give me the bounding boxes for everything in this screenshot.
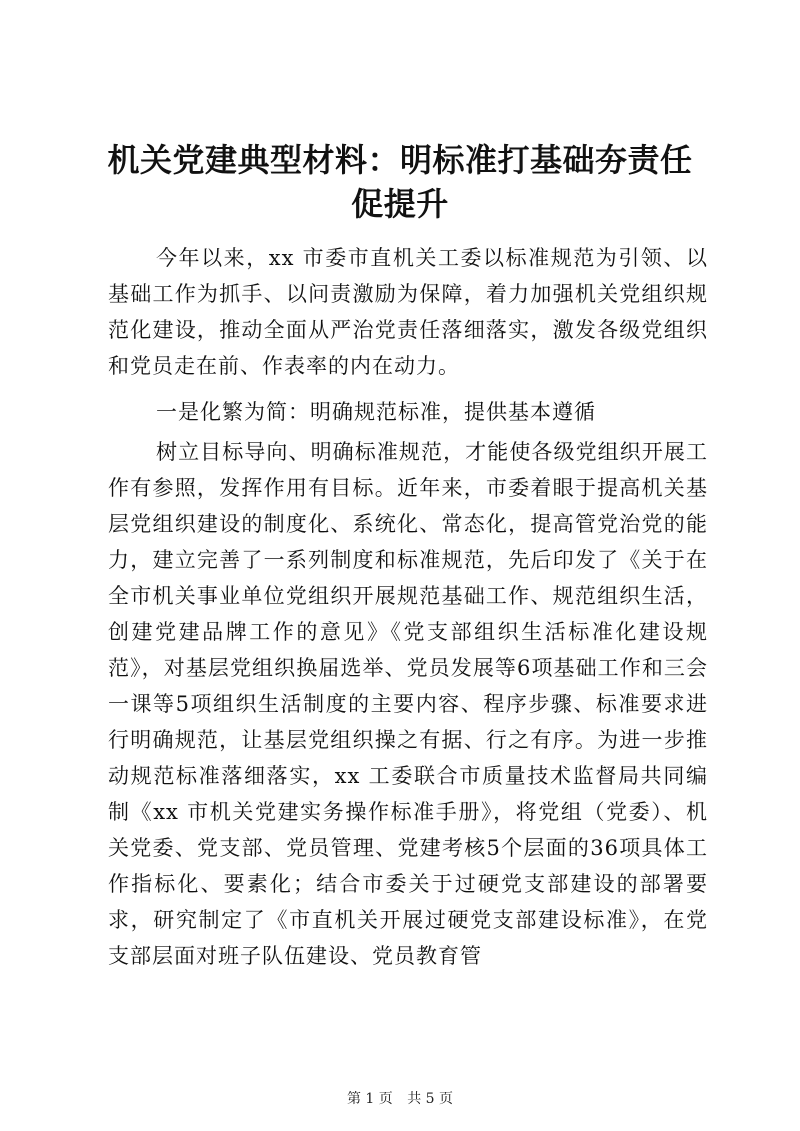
body-paragraph: 树立目标导向、明确标准规范，才能使各级党组织开展工作有参照，发挥作用有目标。近年来，市委着眼于提高机关基层党组织建设的制度化、系统化、常态化，提高管党治党的能力，建立完善了一系列制度和标准规范，先后印发了《关于在全市机关事业单位党组织开展规范基础工作、规范组织生活，创建党建品牌工作的意见》《党支部组织生活标准化建设规范》，对基层党组织换届选举、党员发展等6项基础工作和三会一课等5项组织生活制度的主要内容、程序步骤、标准要求进行明确规范，让基层党组织操之有据、行之有序。为进一步推动规范标准落细落实，xx 工委联合市质量技术监督局共同编制《xx 市机关党建实务操作标准手册》，将党组（党委）、机关党委、党支部、党员管理、党建考核5个层面的36项具体工作指标化、要素化；结合市委关于过硬党支部建设的部署要求，研究制定了《市直机关开展过硬党支部建设标准》，在党支部层面对班子队伍建设、党员教育管 [108, 440, 708, 968]
intro-paragraph: 今年以来，xx 市委市直机关工委以标准规范为引领、以基础工作为抓手、以问责激励为保障，着力加强机关党组织规范化建设，推动全面从严治党责任落细落实，激发各级党组织和党员走在前、作表率的内在动力。 [108, 246, 708, 378]
section-heading: 一是化繁为简：明确规范标准，提供基本遵循 [156, 400, 596, 424]
page-total: 共 5 页 [407, 1091, 454, 1107]
document-title: 机关党建典型材料：明标准打基础夯责任促提升 [107, 141, 693, 223]
page-footer [0, 1090, 800, 1108]
page-number: 第 1 页 [346, 1091, 393, 1107]
document-body [108, 240, 708, 984]
